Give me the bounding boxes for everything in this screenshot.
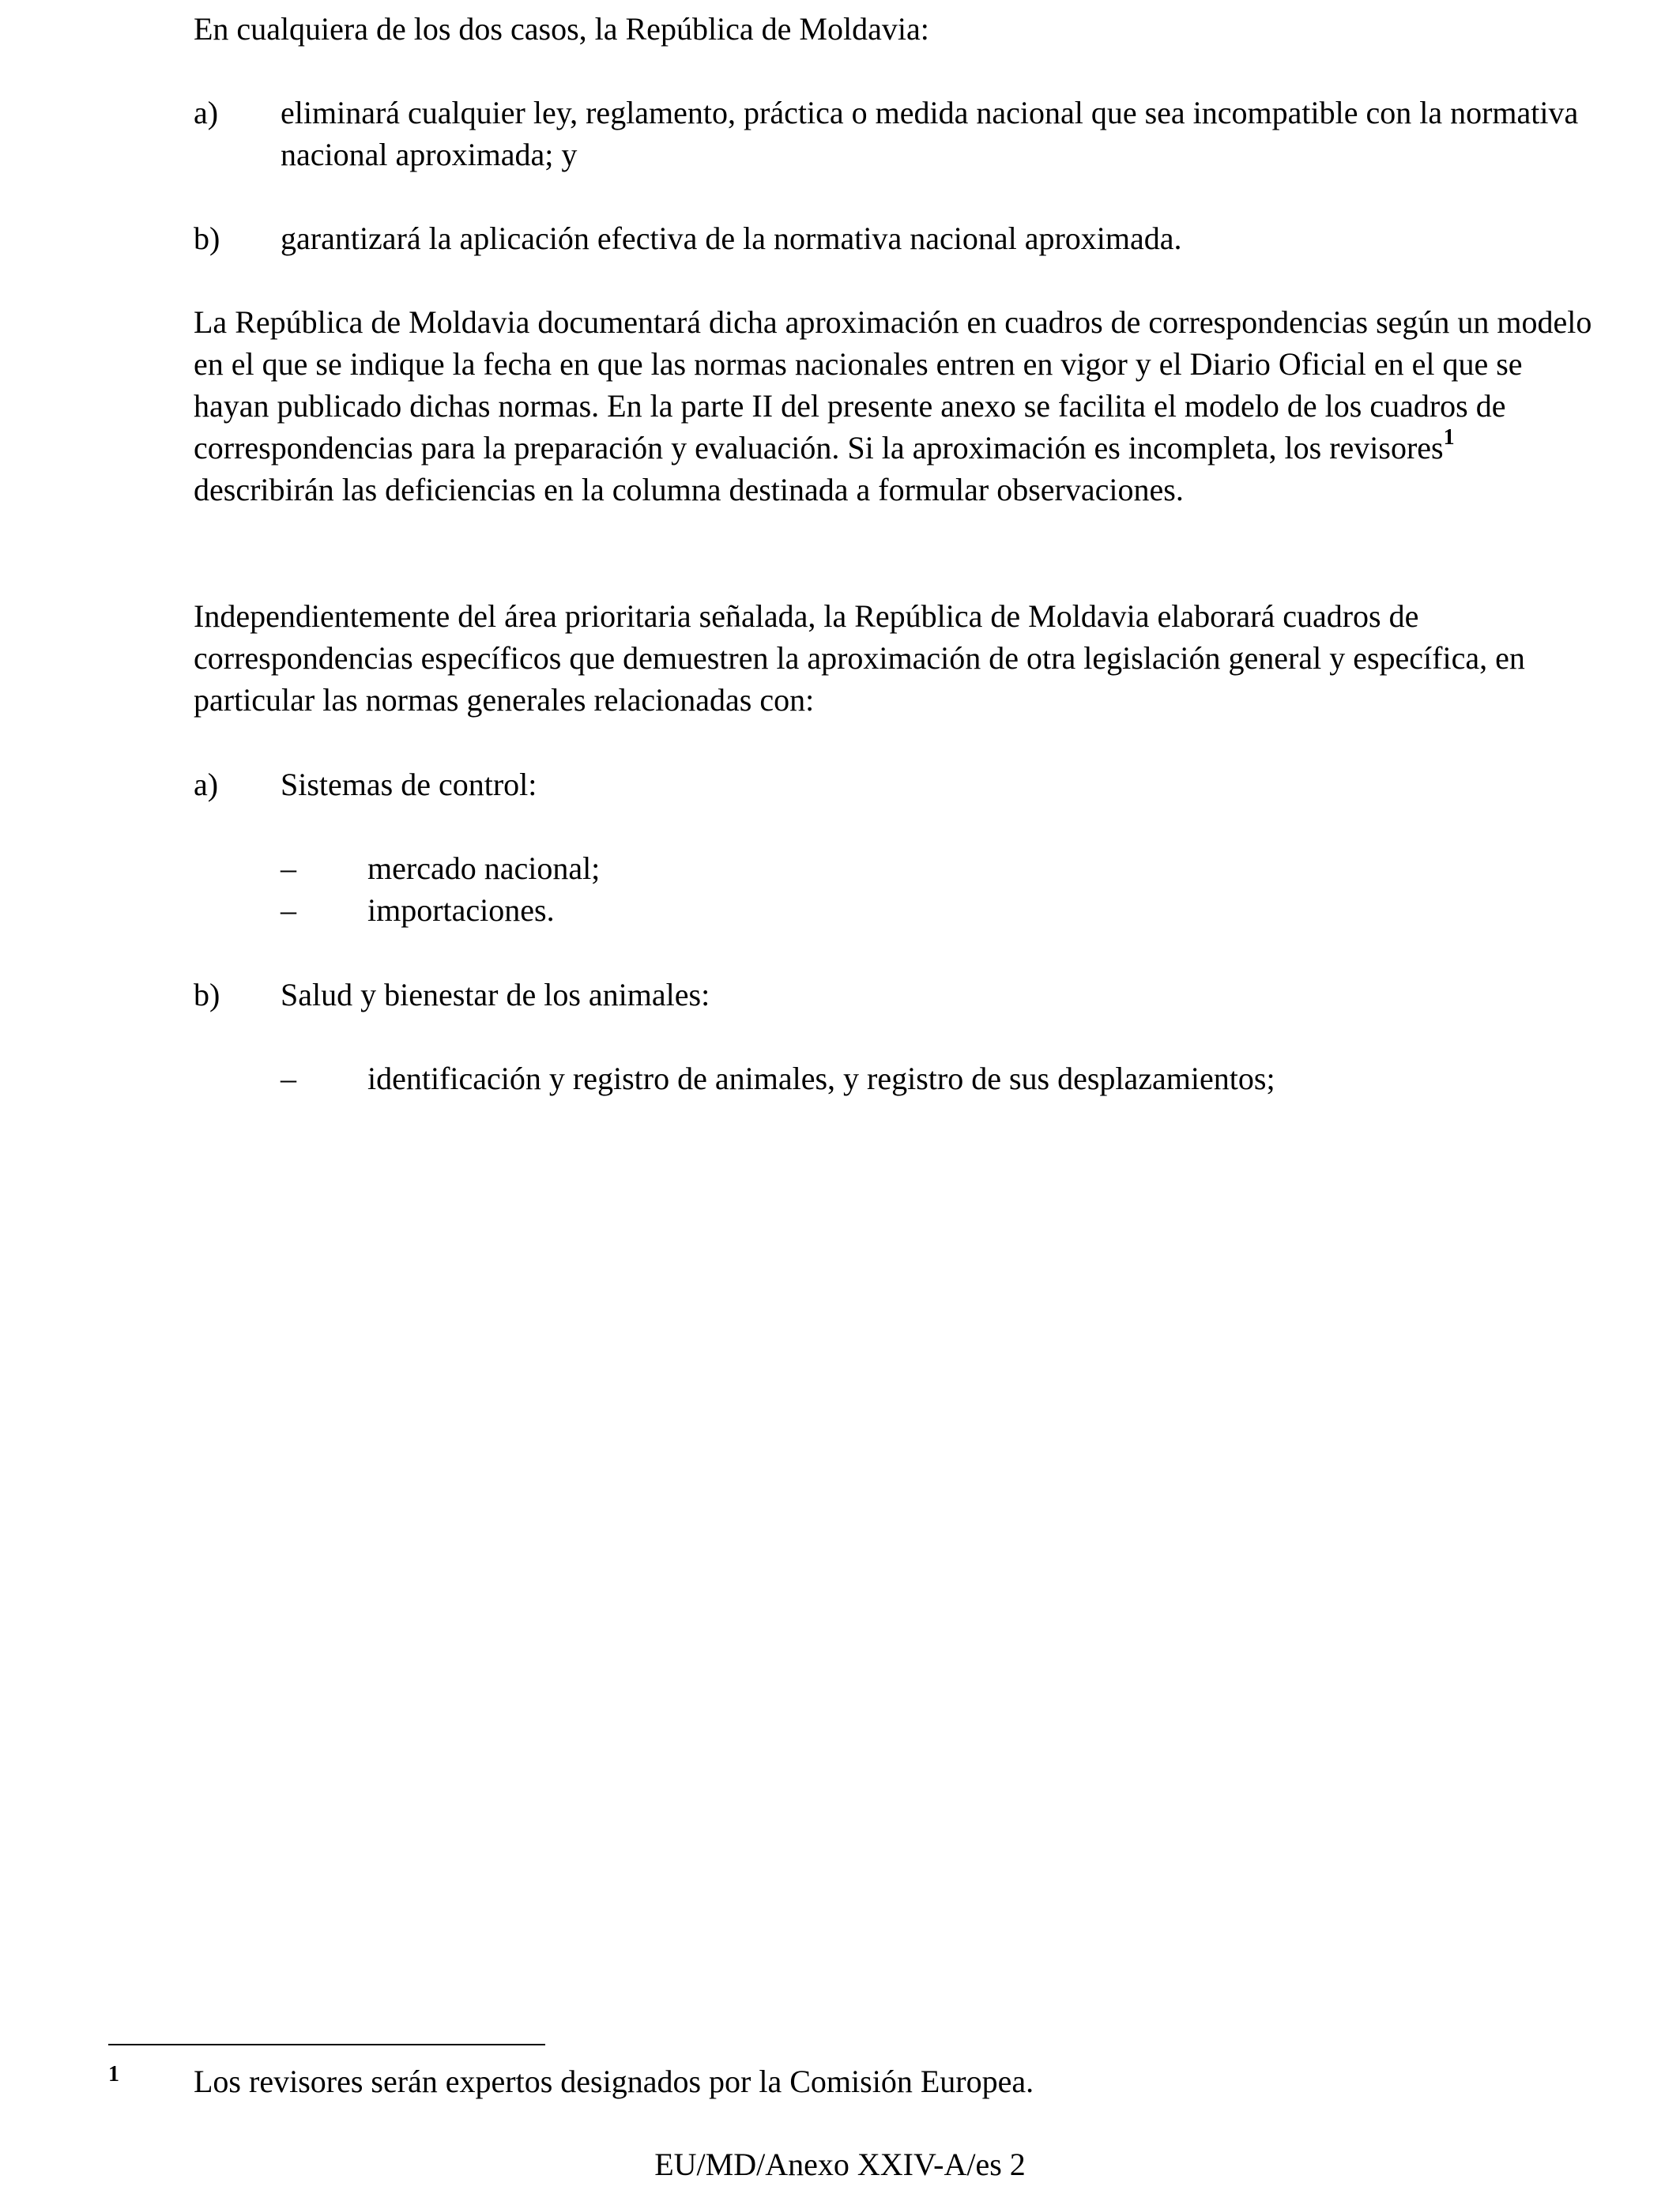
paragraph-text: La República de Moldavia documentará dicha aproximación en cuadros de correspondencias según un modelo en el que se indique la fecha en que las normas nacionales entren en vigor y el Diario Oficial en el que se hayan publicado dichas normas. En la parte II del presente anexo se facilita el modelo de los cuadros de correspondencias para la preparación y evaluación. Si la aproximación es incompleta, los revisores bbox=[194, 304, 1592, 466]
body-paragraph: Independientemente del área prioritaria señalada, la República de Moldavia elaborará cuadros de correspondencias específicos que demuestren la aproximación de otra legislación general y específica, en particular las normas generales relacionadas con: bbox=[194, 598, 1525, 718]
list-item-label: a) bbox=[194, 95, 219, 130]
list-item-label: a) bbox=[194, 767, 219, 802]
list-item-text: Sistemas de control: bbox=[281, 767, 537, 802]
sub-list-item-text: importaciones. bbox=[367, 892, 555, 928]
list-item-text: garantizará la aplicación efectiva de la normativa nacional aproximada. bbox=[281, 221, 1182, 256]
list-item-label: b) bbox=[194, 977, 220, 1012]
sub-list-item-text: identificación y registro de animales, y registro de sus desplazamientos; bbox=[367, 1061, 1275, 1096]
footnote-reference[interactable]: 1 bbox=[1443, 424, 1455, 450]
dash-bullet: – bbox=[281, 850, 296, 886]
paragraph-text: describirán las deficiencias en la columna destinada a formular observaciones. bbox=[194, 472, 1184, 507]
page-number: EU/MD/Anexo XXIV-A/es 2 bbox=[654, 2147, 1026, 2182]
list-item-text: Salud y bienestar de los animales: bbox=[281, 977, 710, 1012]
body-paragraph bbox=[194, 301, 1592, 511]
dash-bullet: – bbox=[281, 892, 296, 928]
footnote-separator bbox=[108, 2044, 545, 2045]
list-item-label: b) bbox=[194, 221, 220, 256]
sub-list-item-text: mercado nacional; bbox=[367, 850, 601, 886]
dash-bullet: – bbox=[281, 1061, 296, 1096]
list-item-text: eliminará cualquier ley, reglamento, práctica o medida nacional que sea incompatible con la normativa nacional aproximada; y bbox=[281, 95, 1579, 172]
intro-paragraph: En cualquiera de los dos casos, la República de Moldavia: bbox=[194, 11, 929, 47]
footnote-number: 1 bbox=[108, 2062, 119, 2087]
footnote-text: Los revisores serán expertos designados por la Comisión Europea. bbox=[194, 2064, 1034, 2099]
